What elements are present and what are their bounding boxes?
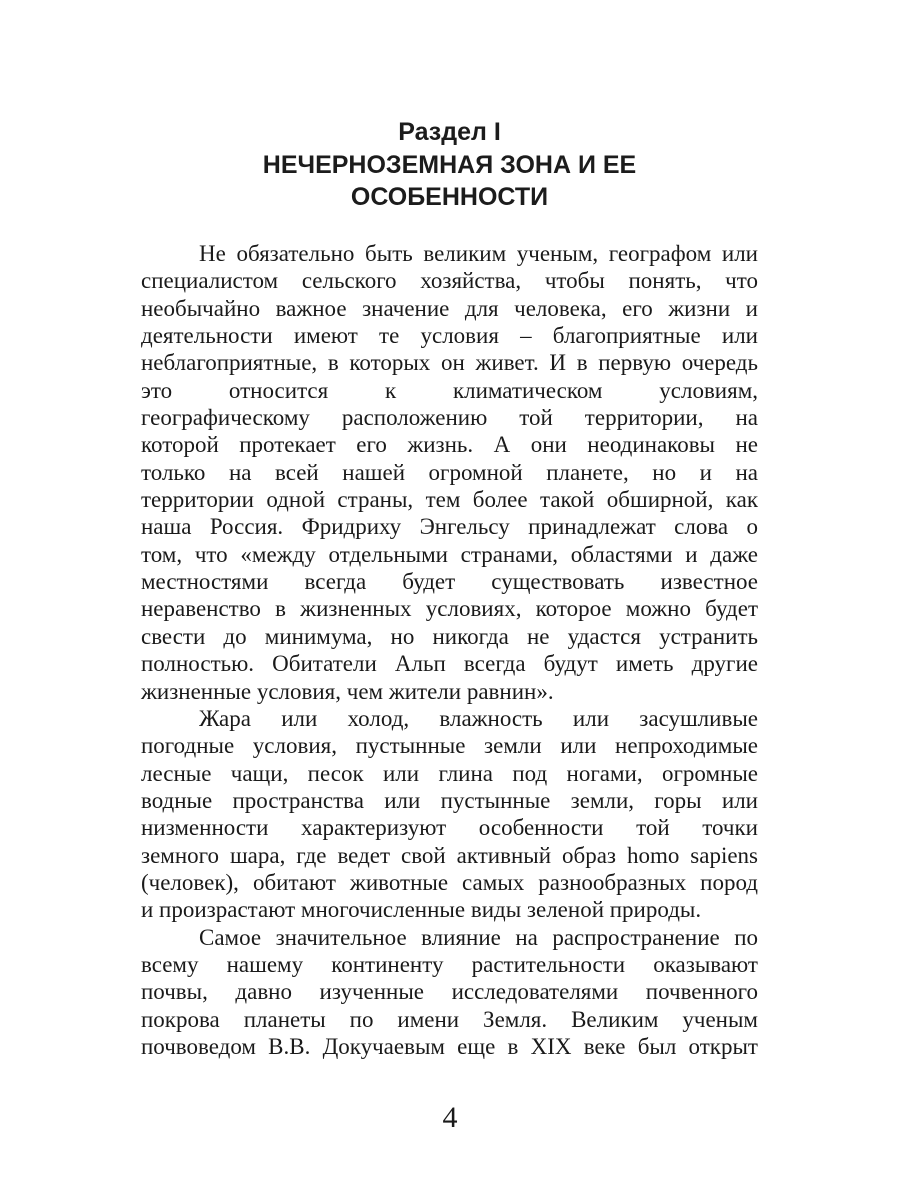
- text-line: низменности характеризуют особенности той точки: [141, 815, 758, 841]
- text-line: свести до минимума, но никогда не удастся устранить: [141, 623, 758, 649]
- text-line: наша Россия. Фридриху Энгельсу принадлежат слова о: [141, 514, 758, 540]
- text-line: земного шара, где ведет свой активный образ homo sapiens: [141, 842, 758, 868]
- text-line: деятельности имеют те условия – благоприятные или: [141, 323, 758, 349]
- text-line: водные пространства или пустынные земли, горы или: [141, 787, 758, 813]
- paragraph: [141, 705, 758, 924]
- text-line: территории одной страны, тем более такой обширной, как: [141, 487, 758, 513]
- text-line: Не обязательно быть великим ученым, географом или: [199, 241, 758, 266]
- text-line: Жара или холод, влажность или засушливые: [199, 705, 758, 731]
- text-line: местностями всегда будет существовать известное: [141, 569, 758, 595]
- text-line: лесные чащи, песок или глина под ногами, огромные: [141, 760, 758, 786]
- text-line: географическому расположению той территории, на: [141, 405, 758, 431]
- text-line: (человек), обитают животные самых разнообразных пород: [141, 869, 758, 895]
- text-line: том, что «между отдельными странами, областями и даже: [141, 541, 758, 567]
- paragraph: [141, 240, 758, 705]
- text-line: почвоведом В.В. Докучаевым еще в XIX веке был открыт: [141, 1033, 758, 1059]
- text-line: которой протекает его жизнь. А они неодинаковы не: [141, 432, 758, 458]
- text-line: полностью. Обитатели Альп всегда будут иметь другие: [141, 651, 758, 677]
- text-line: неравенство в жизненных условиях, которое можно будет: [141, 596, 758, 622]
- text-line: неблагоприятные, в которых он живет. И в первую очередь: [141, 350, 758, 376]
- text-line: только на всей нашей огромной планете, но и на: [141, 459, 758, 485]
- text-line: Самое значительное влияние на распространение по: [199, 924, 758, 950]
- page-number: 4: [442, 1101, 458, 1134]
- text-line: жизненные условия, чем жители равнин».: [141, 678, 554, 704]
- text-line: необычайно важное значение для человека, его жизни и: [141, 295, 758, 321]
- text-line: специалистом сельского хозяйства, чтобы понять, что: [141, 268, 758, 294]
- text-line: почвы, давно изученные исследователями почвенного: [141, 979, 758, 1005]
- text-line: всему нашему континенту растительности оказывают: [141, 951, 758, 977]
- text-line: покрова планеты по имени Земля. Великим ученым: [141, 1006, 758, 1032]
- text-line: погодные условия, пустынные земли или непроходимые: [141, 733, 758, 759]
- section-title-line-1: НЕЧЕРНОЗЕМНАЯ ЗОНА И ЕЕ: [262, 150, 637, 179]
- text-line: и произрастают многочисленные виды зеленой природы.: [141, 897, 702, 923]
- section-label: Раздел I: [398, 118, 501, 146]
- paragraph: [141, 924, 758, 1061]
- body-text: [141, 240, 758, 1060]
- section-title-line-2: ОСОБЕННОСТИ: [350, 183, 549, 211]
- text-line: это относится к климатическом условиям,: [141, 377, 758, 403]
- section-heading: [141, 116, 758, 214]
